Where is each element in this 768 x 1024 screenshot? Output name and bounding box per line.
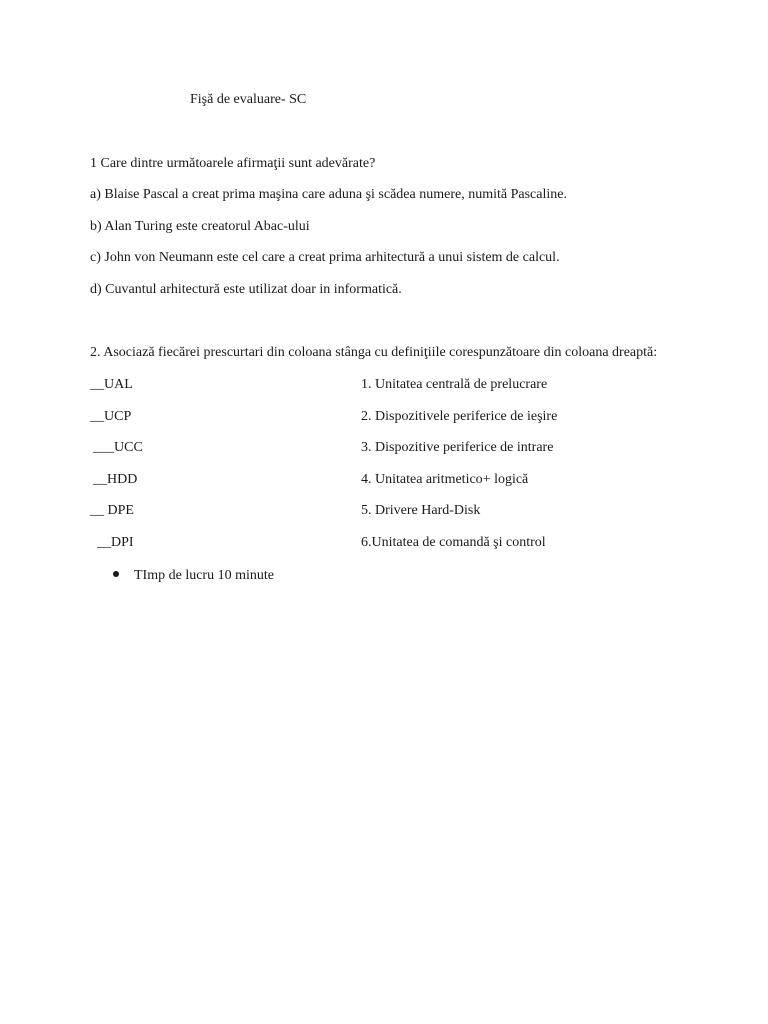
definition-4: 4. Unitatea aritmetico+ logică bbox=[361, 472, 529, 487]
definition-5: 5. Drivere Hard-Disk bbox=[361, 503, 481, 518]
time-note bbox=[113, 568, 274, 584]
question-2-prompt: 2. Asociază fiecărei prescurtari din coloana stânga cu definiţiile corespunzătoare din coloana dreaptă: bbox=[90, 345, 658, 360]
abbreviation-ucc: ___UCC bbox=[93, 440, 143, 455]
definition-3: 3. Dispozitive periferice de intrare bbox=[361, 440, 554, 455]
definition-1: 1. Unitatea centrală de prelucrare bbox=[361, 377, 548, 392]
document-title: Fişă de evaluare- SC bbox=[190, 92, 307, 107]
abbreviation-ual: __UAL bbox=[90, 377, 133, 392]
question-1-option-d: d) Cuvantul arhitectură este utilizat doar in informatică. bbox=[90, 282, 402, 297]
question-1-prompt: 1 Care dintre următoarele afirmaţii sunt adevărate? bbox=[90, 156, 376, 171]
abbreviation-dpe: __ DPE bbox=[90, 503, 134, 518]
definition-6: 6.Unitatea de comandă şi control bbox=[361, 535, 546, 550]
question-1-option-b: b) Alan Turing este creatorul Abac-ului bbox=[90, 219, 310, 234]
question-1-option-c: c) John von Neumann este cel care a creat prima arhitectură a unui sistem de calcul. bbox=[90, 250, 560, 265]
time-note-text: TImp de lucru 10 minute bbox=[134, 568, 274, 583]
abbreviation-hdd: __HDD bbox=[93, 472, 138, 487]
definition-2: 2. Dispozitivele periferice de ieşire bbox=[361, 409, 558, 424]
question-1-option-a: a) Blaise Pascal a creat prima maşina care aduna şi scădea numere, numită Pascaline. bbox=[90, 187, 567, 202]
bullet-icon bbox=[113, 571, 119, 577]
abbreviation-dpi: __DPI bbox=[97, 535, 134, 550]
abbreviation-ucp: __UCP bbox=[90, 409, 132, 424]
